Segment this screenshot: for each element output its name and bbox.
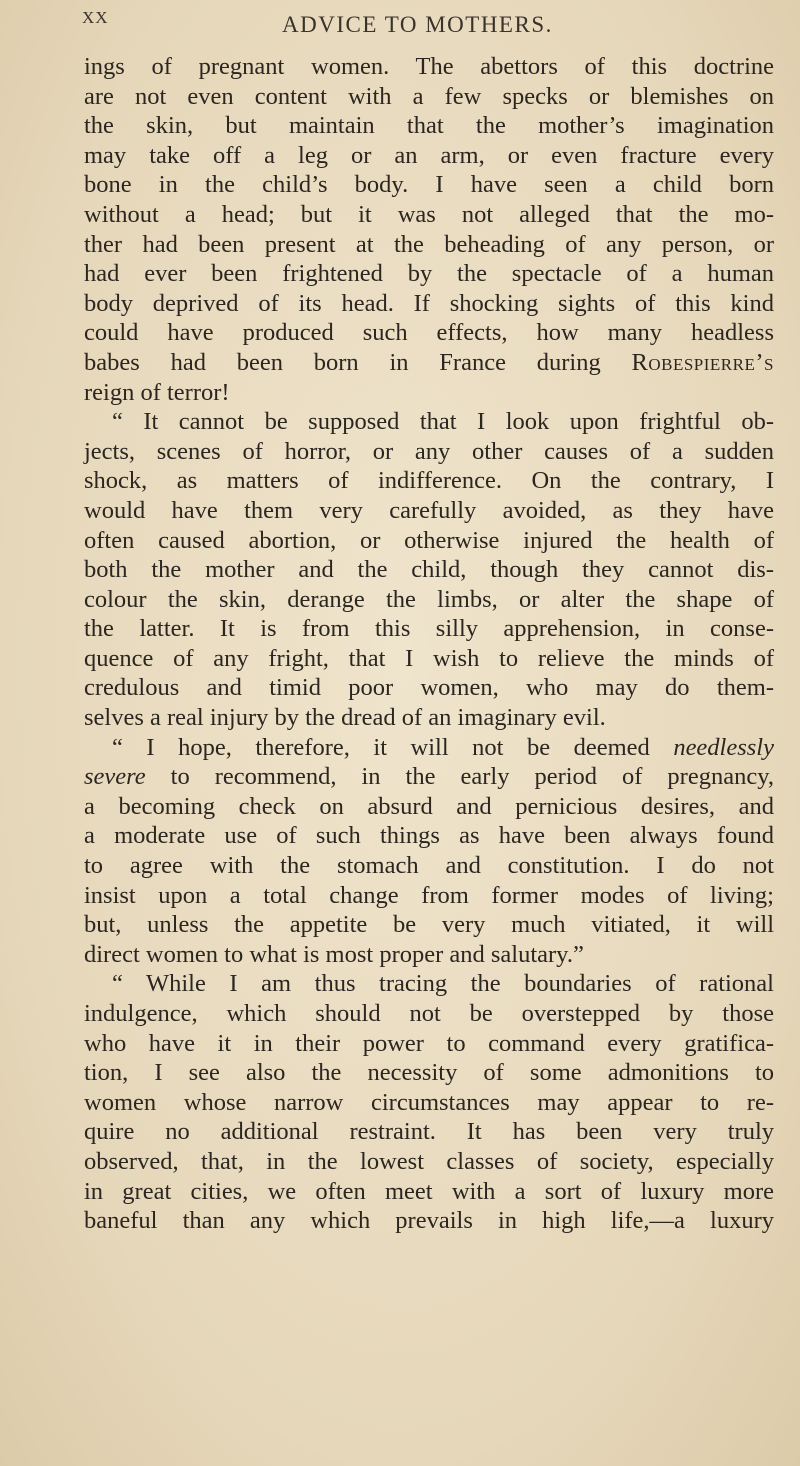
- line-text: often caused abortion, or otherwise injured the health of: [84, 526, 774, 554]
- text-line: [84, 348, 774, 378]
- line-text: baneful than any which prevails in high life,—a luxury: [84, 1207, 774, 1235]
- italic-emphasis: severe: [84, 763, 146, 791]
- text-line: [84, 289, 774, 319]
- line-text: body deprived of its head. If shocking sights of this kind: [84, 289, 774, 317]
- text-line: [84, 585, 774, 615]
- text-line: [84, 555, 774, 585]
- text-line: [84, 526, 774, 556]
- text-line: [84, 999, 774, 1029]
- line-text: colour the skin, derange the limbs, or alter the shape of: [84, 585, 774, 613]
- text-line: [84, 881, 774, 911]
- line-text: the skin, but maintain that the mother’s imagination: [84, 112, 774, 140]
- text-line: [84, 1177, 774, 1207]
- text-line: [84, 673, 774, 703]
- line-text: a becoming check on absurd and pernicious desires, and: [84, 792, 774, 820]
- text-line: [84, 1147, 774, 1177]
- line-text: tion, I see also the necessity of some admonitions to: [84, 1059, 774, 1087]
- line-text: ings of pregnant women. The abettors of this doctrine: [84, 53, 774, 80]
- small-caps-name: Robespierre’s: [631, 348, 774, 376]
- text-line: [84, 466, 774, 496]
- page-number: XX: [82, 8, 109, 27]
- line-text: quence of any fright, that I wish to relieve the minds of: [84, 644, 774, 672]
- line-text: but, unless the appetite be very much vitiated, it will: [84, 911, 774, 939]
- text-line: [84, 733, 774, 763]
- text-line: [84, 792, 774, 822]
- line-text-after: to recommend, in the early period of pregnancy,: [145, 763, 774, 791]
- text-line: [84, 1117, 774, 1147]
- text-line: [84, 230, 774, 260]
- text-line: [84, 851, 774, 881]
- text-line: [84, 969, 774, 999]
- line-text: to agree with the stomach and constitution. I do not: [84, 852, 774, 880]
- line-text: may take off a leg or an arm, or even fracture every: [84, 141, 774, 169]
- text-line: [84, 821, 774, 851]
- text-line: [84, 1029, 774, 1059]
- text-line: [84, 378, 774, 408]
- line-text: women whose narrow circumstances may appear to re-: [84, 1088, 774, 1116]
- line-text: “ While I am thus tracing the boundaries of rational: [112, 970, 774, 998]
- line-text: indulgence, which should not be overstepped by those: [84, 1000, 774, 1027]
- line-text: are not even content with a few specks or blemishes on: [84, 82, 774, 110]
- line-text: direct women to what is most proper and salutary.”: [84, 940, 584, 968]
- line-text: ther had been present at the beheading of any person, or: [84, 230, 774, 258]
- line-text: reign of terror!: [84, 378, 230, 406]
- text-line: [84, 200, 774, 230]
- line-text: a moderate use of such things as have been always found: [84, 822, 774, 850]
- text-line: [84, 614, 774, 644]
- line-text: bone in the child’s body. I have seen a child born: [84, 171, 774, 199]
- text-line: [84, 496, 774, 526]
- body-text: [84, 52, 774, 1236]
- text-line: [84, 437, 774, 467]
- line-text: selves a real injury by the dread of an imaginary evil.: [84, 704, 606, 732]
- text-line: [84, 940, 774, 970]
- text-line: [84, 318, 774, 348]
- running-head: [82, 8, 772, 48]
- text-line: [84, 1206, 774, 1236]
- text-line: [84, 703, 774, 733]
- text-line: [84, 259, 774, 289]
- running-title: ADVICE TO MOTHERS.: [282, 12, 553, 37]
- line-text: in great cities, we often meet with a sort of luxury more: [84, 1177, 774, 1205]
- line-text: jects, scenes of horror, or any other causes of a sudden: [84, 437, 774, 465]
- text-line: [84, 170, 774, 200]
- text-line: [84, 141, 774, 171]
- line-text: babes had been born in France during: [84, 348, 632, 376]
- text-line: [84, 52, 774, 82]
- text-line: [84, 762, 774, 792]
- line-text: shock, as matters of indifference. On the contrary, I: [84, 467, 774, 495]
- line-text: credulous and timid poor women, who may do them-: [84, 674, 774, 702]
- text-line: [84, 82, 774, 112]
- line-text: could have produced such effects, how many headless: [84, 319, 774, 347]
- line-text: who have it in their power to command every gratifica-: [84, 1029, 774, 1057]
- text-line: [84, 111, 774, 141]
- line-text: both the mother and the child, though they cannot dis-: [84, 556, 774, 584]
- line-text: without a head; but it was not alleged that the mo-: [84, 200, 774, 228]
- text-line: [84, 644, 774, 674]
- line-text: observed, that, in the lowest classes of society, especially: [84, 1147, 774, 1175]
- line-text: “ I hope, therefore, it will not be deemed: [112, 733, 674, 761]
- line-text: the latter. It is from this silly apprehension, in conse-: [84, 615, 774, 643]
- text-line: [84, 407, 774, 437]
- line-text: had ever been frightened by the spectacle of a human: [84, 260, 774, 288]
- line-text: would have them very carefully avoided, as they have: [84, 496, 774, 524]
- line-text: quire no additional restraint. It has been very truly: [84, 1118, 774, 1146]
- line-text: “ It cannot be supposed that I look upon frightful ob-: [112, 408, 774, 436]
- line-text: insist upon a total change from former modes of living;: [84, 881, 774, 909]
- text-line: [84, 1058, 774, 1088]
- text-line: [84, 1088, 774, 1118]
- italic-emphasis: needlessly: [673, 733, 774, 761]
- text-line: [84, 910, 774, 940]
